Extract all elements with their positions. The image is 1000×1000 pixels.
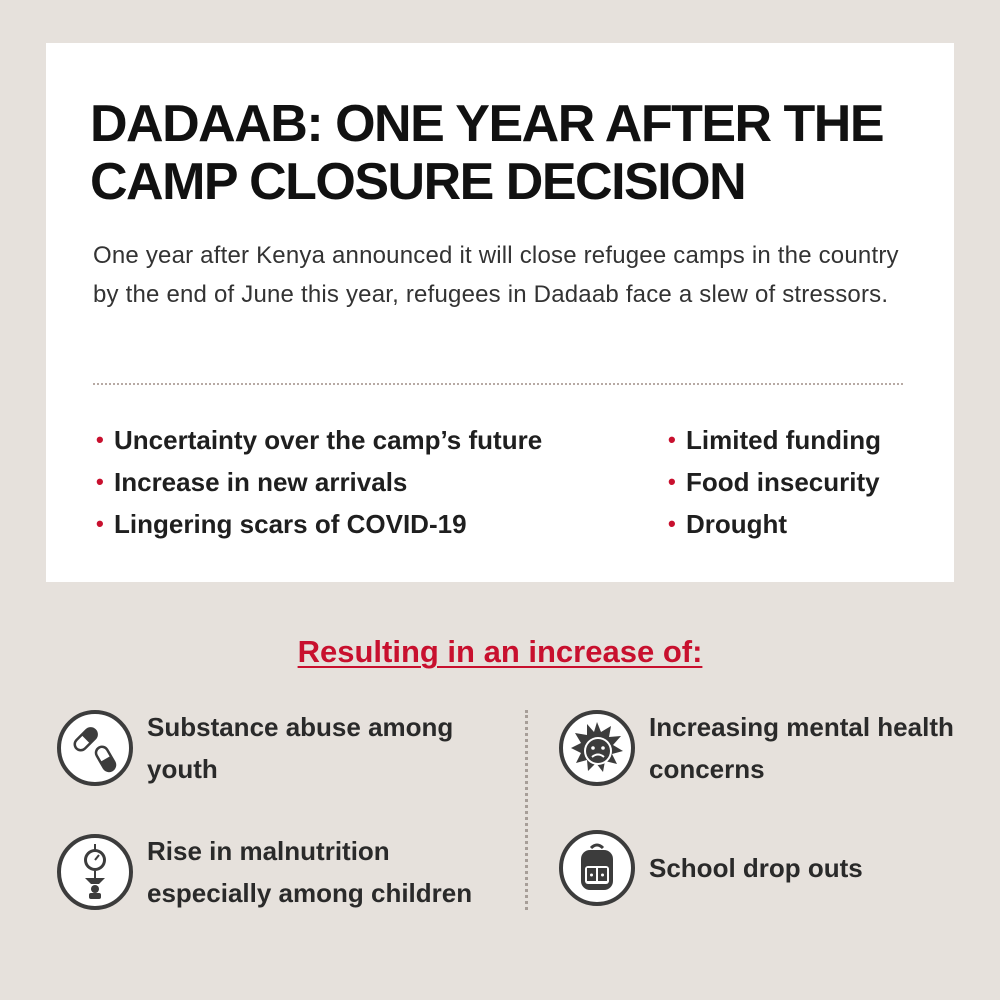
bullet-icon: • [96, 469, 104, 494]
scale-icon [57, 834, 133, 910]
bullet-icon: • [96, 427, 104, 452]
bullet-icon: • [668, 511, 676, 536]
results-heading: Resulting in an increase of: [297, 634, 703, 669]
result-item-malnutrition [57, 830, 507, 914]
list-item: • Drought [668, 508, 788, 539]
vertical-divider [525, 710, 528, 910]
result-label: Increasing mental health concerns [649, 712, 954, 784]
bullet-icon: • [668, 469, 676, 494]
stressor-list-left [96, 419, 542, 545]
intro-text: One year after Kenya announced it will close refugee camps in the country by the end of June this year, refugees in Dadaab face a slew of stressors. [93, 242, 899, 308]
mental-health-icon [559, 710, 635, 786]
page-title: DADAAB: ONE YEAR AFTER THE CAMP CLOSURE DECISION [90, 95, 884, 211]
info-card [46, 43, 954, 582]
result-item-mental-health [559, 706, 1000, 790]
result-label: Rise in malnutrition especially among children [147, 836, 473, 908]
result-item-substance-abuse [57, 706, 507, 790]
result-label: Substance abuse among youth [147, 712, 454, 784]
bullet-icon: • [96, 511, 104, 536]
list-item: • Increase in new arrivals [96, 466, 408, 497]
list-item: • Food insecurity [668, 466, 880, 497]
result-item-school-dropouts [559, 830, 1000, 906]
stressor-list-right [668, 419, 881, 545]
dotted-divider [93, 383, 903, 385]
bullet-icon: • [668, 427, 676, 452]
backpack-icon [559, 830, 635, 906]
list-item: • Lingering scars of COVID-19 [96, 508, 467, 539]
pills-icon [57, 710, 133, 786]
list-item: • Limited funding [668, 424, 881, 455]
list-item: • Uncertainty over the camp’s future [96, 424, 543, 455]
result-label: School drop outs [649, 853, 863, 883]
